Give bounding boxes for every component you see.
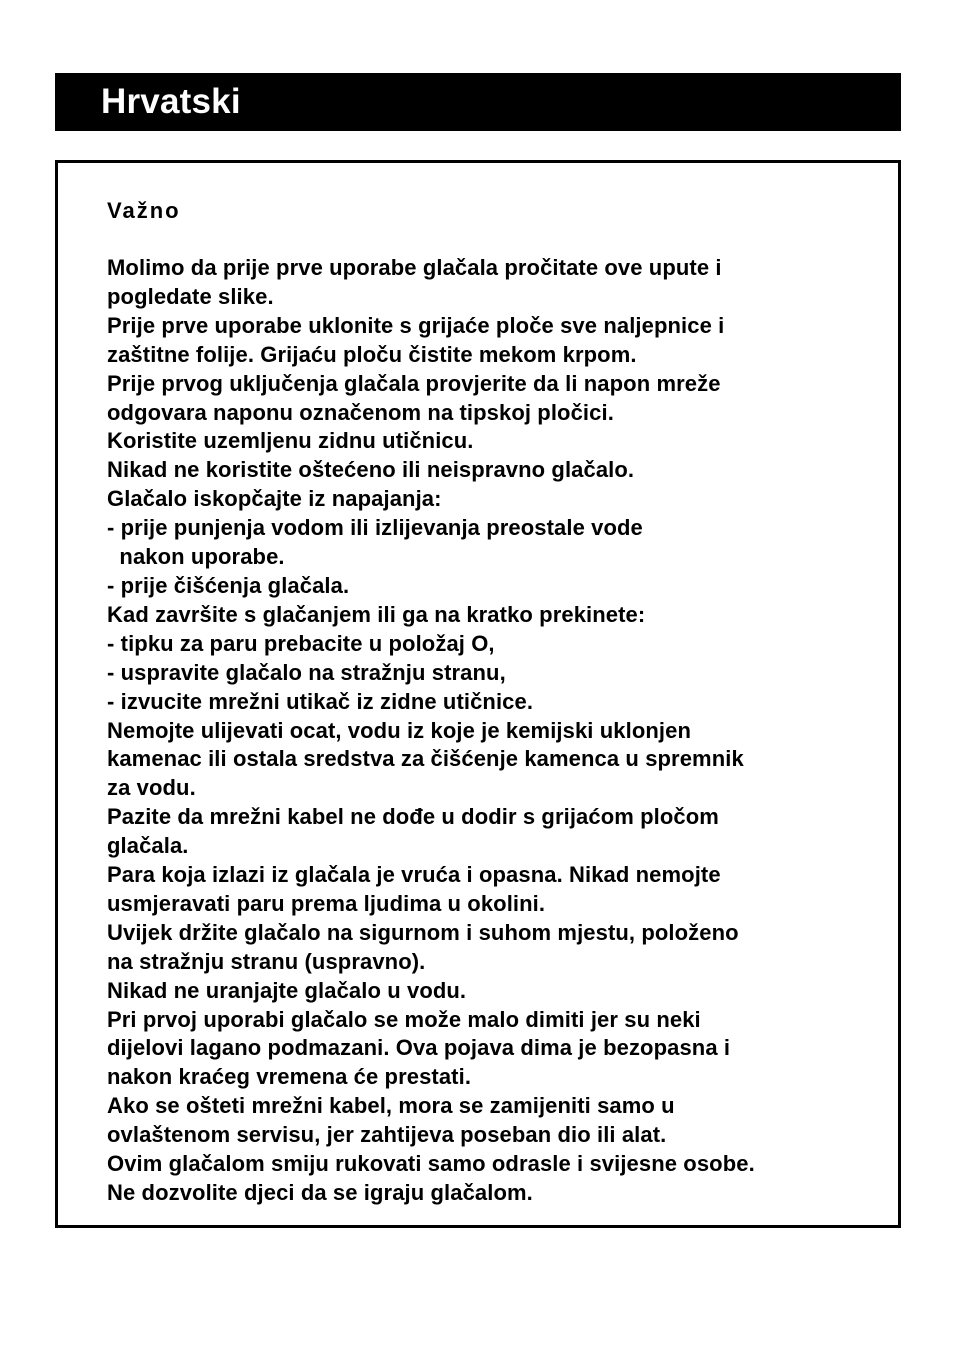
text-line: Prije prve uporabe uklonite s grijaće ploče sve naljepnice i: [107, 312, 725, 338]
text-line: - izvucite mrežni utikač iz zidne utičnice.: [107, 688, 534, 714]
text-line: ovlaštenom servisu, jer zahtijeva poseban dio ili alat.: [107, 1122, 667, 1148]
text-line: nakon kraćeg vremena će prestati.: [107, 1064, 472, 1090]
text-line: Kad završite s glačanjem ili ga na kratko prekinete:: [107, 601, 646, 627]
text-line: glačala.: [107, 833, 189, 859]
text-line: Nemojte ulijevati ocat, vodu iz koje je kemijski uklonjen: [107, 717, 691, 743]
text-line: - uspravite glačalo na stražnju stranu,: [107, 659, 506, 685]
text-line: - prije punjenja vodom ili izlijevanja preostale vode: [107, 515, 643, 541]
notice-body: [107, 254, 755, 1208]
text-line: Pazite da mrežni kabel ne dođe u dodir s grijaćom pločom: [107, 804, 719, 830]
text-line: zaštitne folije. Grijaću ploču čistite mekom krpom.: [107, 341, 637, 367]
page-title: Hrvatski: [101, 82, 241, 121]
text-line: odgovara naponu označenom na tipskoj pločici.: [107, 399, 614, 425]
text-line: usmjeravati paru prema ljudima u okolini.: [107, 890, 546, 916]
text-line: Para koja izlazi iz glačala je vruća i opasna. Nikad nemojte: [107, 862, 721, 888]
text-line: pogledate slike.: [107, 283, 274, 309]
text-line: Glačalo iskopčajte iz napajanja:: [107, 486, 442, 512]
text-line: za vodu.: [107, 775, 196, 801]
text-line: Nikad ne koristite oštećeno ili neispravno glačalo.: [107, 457, 635, 483]
text-line: kamenac ili ostala sredstva za čišćenje kamenca u spremnik: [107, 746, 744, 772]
section-heading: Važno: [107, 198, 181, 223]
text-line: dijelovi lagano podmazani. Ova pojava dima je bezopasna i: [107, 1035, 731, 1061]
text-line: - tipku za paru prebacite u položaj O,: [107, 630, 495, 656]
text-line: Ako se ošteti mrežni kabel, mora se zamijeniti samo u: [107, 1093, 675, 1119]
language-header-bar: [55, 73, 901, 131]
text-line: Prije prvog uključenja glačala provjerite da li napon mreže: [107, 370, 721, 396]
text-line: Koristite uzemljenu zidnu utičnicu.: [107, 428, 474, 454]
text-line: Molimo da prije prve uporabe glačala pročitate ove upute i: [107, 255, 722, 280]
text-line: Uvijek držite glačalo na sigurnom i suhom mjestu, položeno: [107, 919, 739, 945]
text-line: Pri prvoj uporabi glačalo se može malo dimiti jer su neki: [107, 1006, 701, 1032]
text-line: Nikad ne uranjajte glačalo u vodu.: [107, 977, 467, 1003]
text-line: nakon uporabe.: [107, 544, 285, 570]
text-line: - prije čišćenja glačala.: [107, 572, 350, 598]
text-line: na stražnju stranu (uspravno).: [107, 948, 426, 974]
safety-notice-box: [55, 160, 901, 1228]
text-line: Ovim glačalom smiju rukovati samo odrasle i svijesne osobe.: [107, 1151, 755, 1177]
text-line: Ne dozvolite djeci da se igraju glačalom.: [107, 1180, 533, 1205]
